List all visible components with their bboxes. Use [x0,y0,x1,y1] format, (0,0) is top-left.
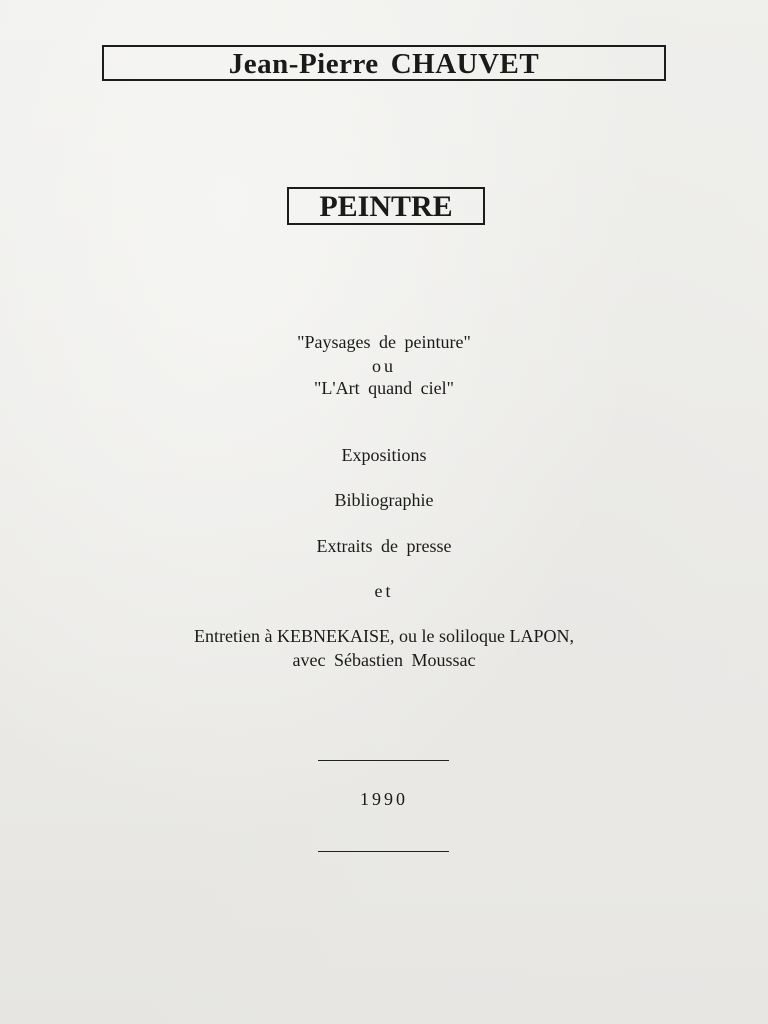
section-expositions: Expositions [341,445,427,465]
section-bibliographie: Bibliographie [334,490,434,510]
entretien-line-1: Entretien à KEBNEKAISE, ou le soliloque LAPON, [194,626,574,646]
section-et: et [374,581,394,601]
divider-top [318,760,449,761]
entretien-line-2: avec Sébastien Moussac [292,650,476,670]
author-last-name: CHAUVET [390,48,540,80]
title-line-2: "L'Art quand ciel" [314,378,454,398]
author-name-box [102,45,666,81]
author-first-name: Jean-Pierre [228,48,379,80]
title-line-1: "Paysages de peinture" [297,332,471,352]
subject-title: PEINTRE [319,190,453,223]
subject-title-box [287,187,485,225]
publication-year: 1990 [360,789,408,809]
section-extraits-de-presse: Extraits de presse [316,536,452,556]
divider-bottom [318,851,449,852]
title-conjunction: ou [372,356,396,376]
